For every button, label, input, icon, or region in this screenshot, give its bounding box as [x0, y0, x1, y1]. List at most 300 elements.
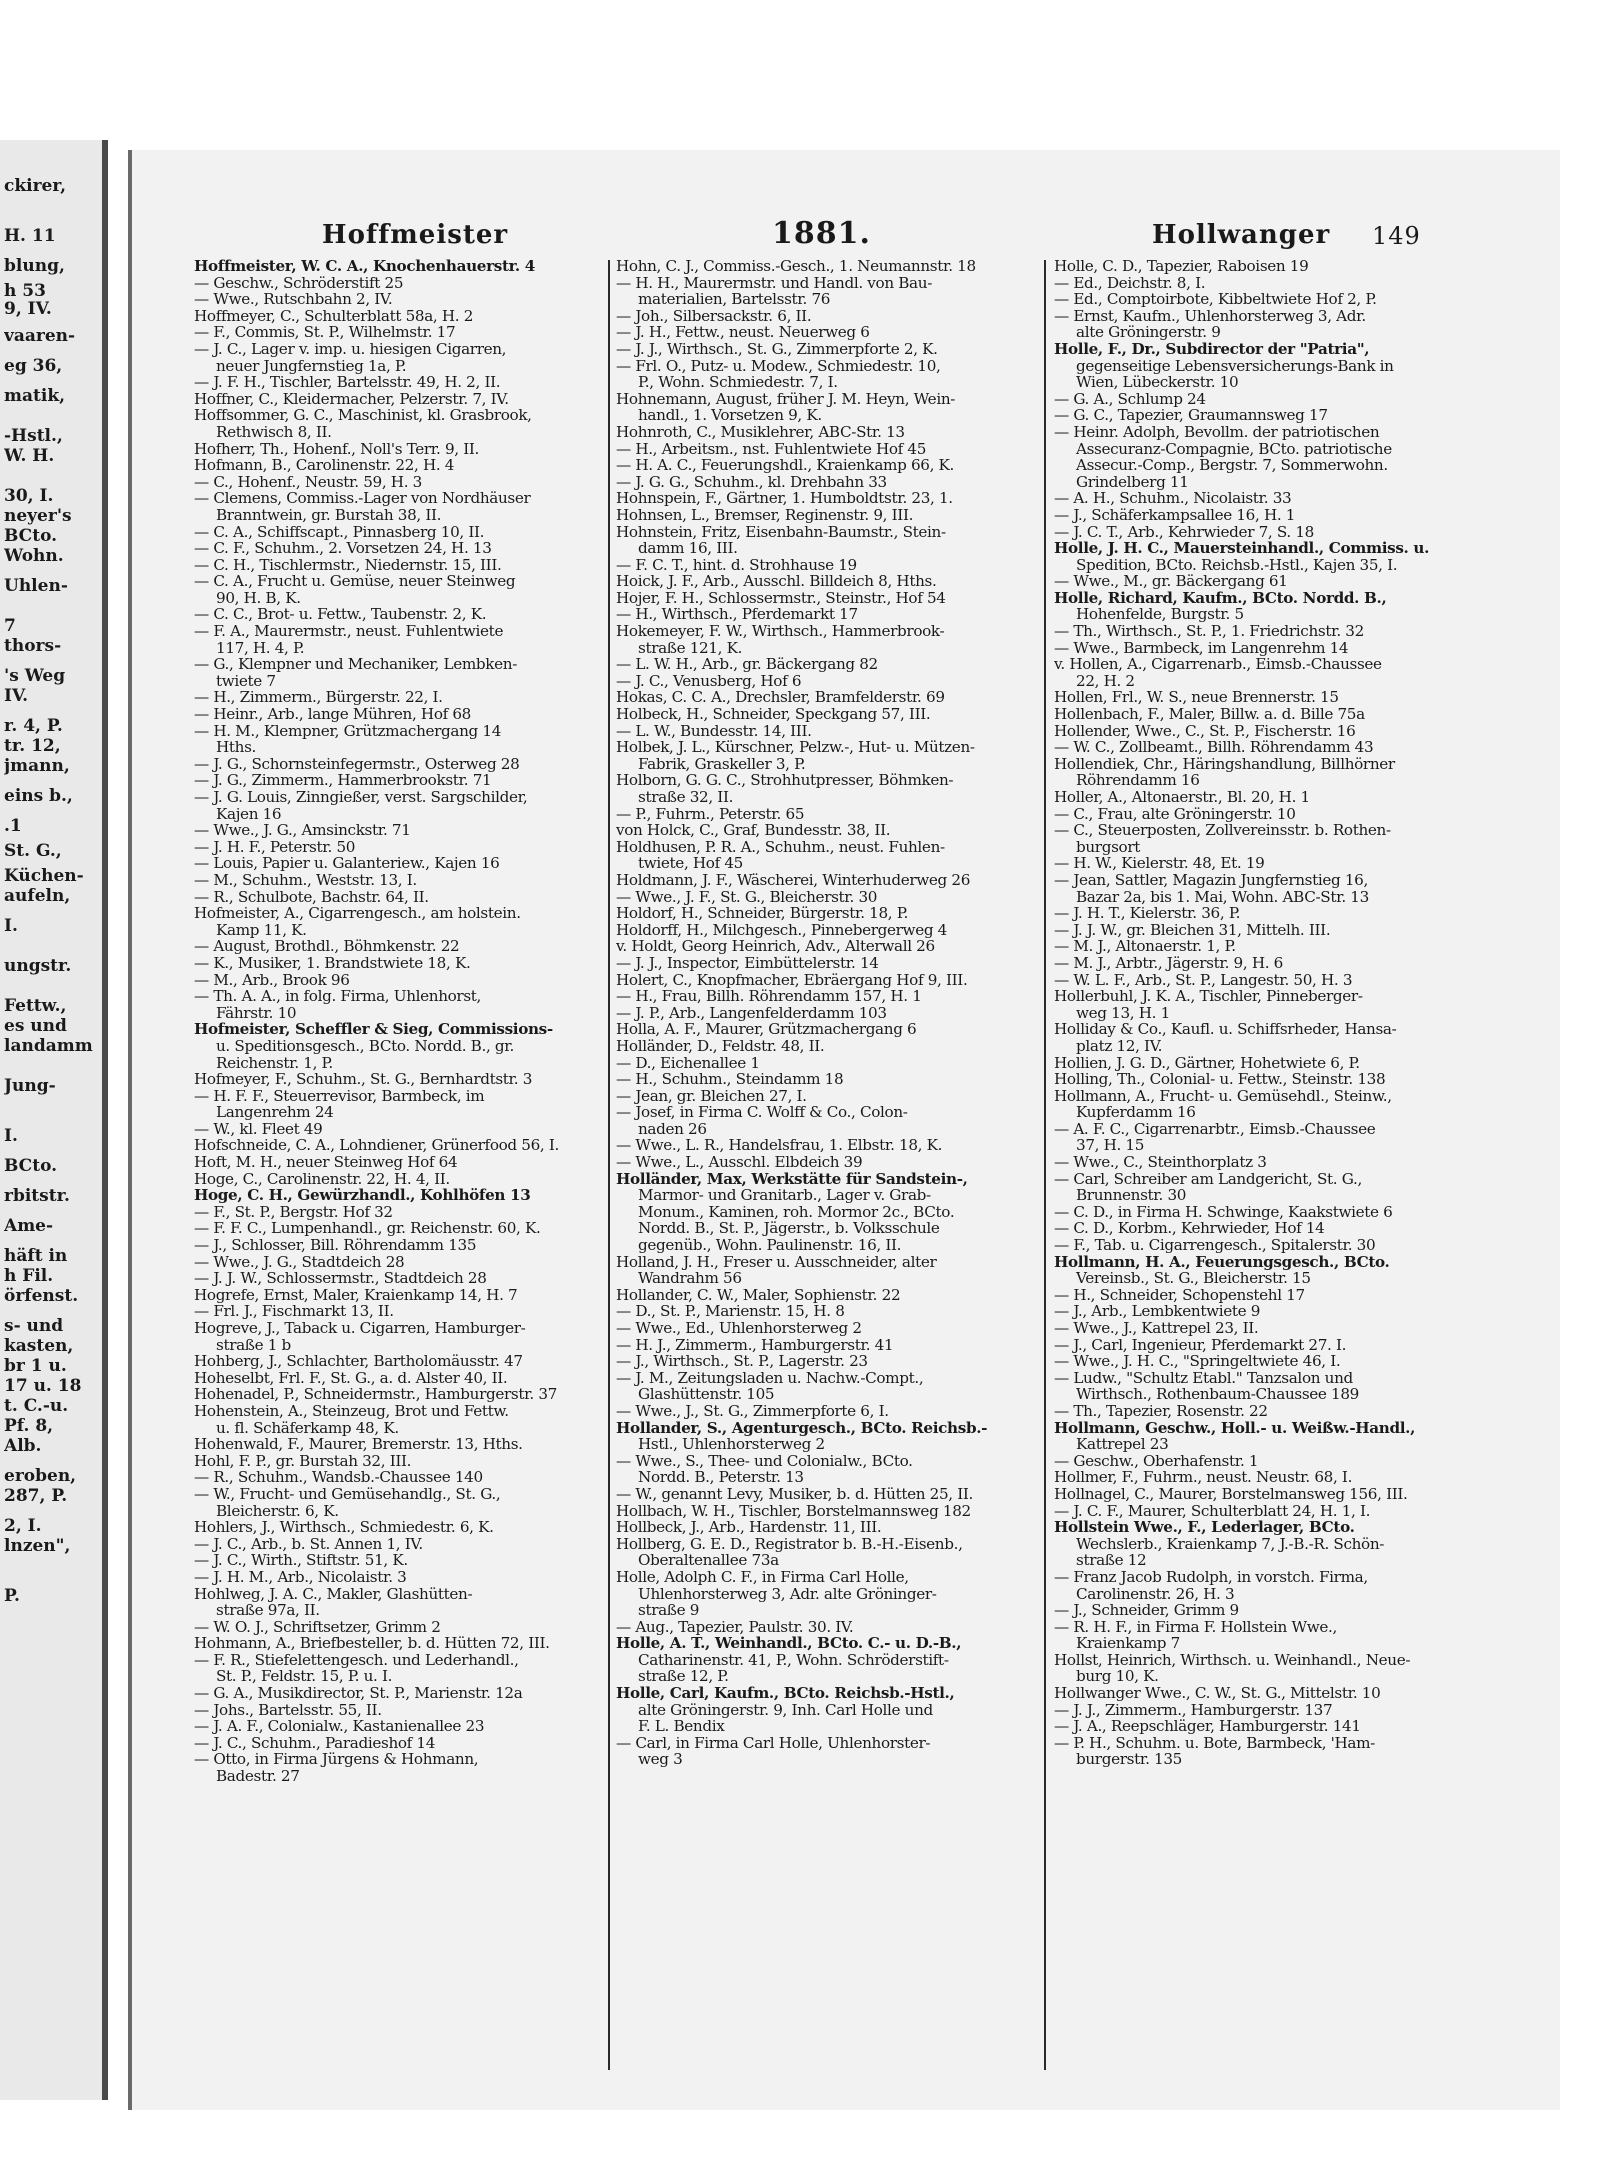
directory-entry: — F., St. P., Bergstr. Hof 32 — [194, 1203, 393, 1221]
directory-entry: — Frl. J., Fischmarkt 13, II. — [194, 1303, 394, 1320]
directory-entry: — J. A., Reepschläger, Hamburgerstr. 141 — [1054, 1718, 1361, 1735]
directory-entry: — H., Frau, Billh. Röhrendamm 157, H. 1 — [616, 988, 922, 1005]
directory-entry: — J. C., Schuhm., Paradieshof 14 — [194, 1734, 436, 1752]
directory-entry: — D., Eichenallee 1 — [616, 1054, 760, 1072]
directory-entry: Hohnemann, August, früher J. M. Heyn, Wein- — [616, 390, 956, 408]
facing-page-text: W. H. — [4, 446, 55, 466]
directory-entry: — J. C., Arb., b. St. Annen 1, IV. — [194, 1535, 423, 1553]
directory-entry: Hohnroth, C., Musiklehrer, ABC-Str. 13 — [616, 423, 905, 441]
directory-entry: damm 16, III. — [638, 540, 738, 557]
directory-entry: — Wwe., Ed., Uhlenhorsterweg 2 — [616, 1320, 862, 1337]
directory-entry: — Heinr. Adolph, Bevollm. der patriotischen — [1054, 423, 1380, 441]
facing-page-text: Alb. — [4, 1436, 42, 1456]
directory-entry: — J. H. M., Arb., Nicolaistr. 3 — [194, 1568, 407, 1586]
directory-entry: — Wwe., J. G., Amsinckstr. 71 — [194, 822, 411, 839]
directory-entry: — Wwe., J. G., Stadtdeich 28 — [194, 1253, 405, 1271]
directory-entry: — Johs., Bartelsstr. 55, II. — [194, 1701, 382, 1719]
facing-page-text: 9, IV. — [4, 299, 52, 319]
directory-entry: Hollst, Heinrich, Wirthsch. u. Weinhandl., Neue- — [1054, 1651, 1411, 1669]
directory-entry: Hofherr, Th., Hohenf., Noll's Terr. 9, II. — [194, 440, 480, 458]
directory-entry: — Wwe., J. F., St. G., Bleicherstr. 30 — [616, 888, 878, 906]
directory-entry: — Heinr., Arb., lange Mühren, Hof 68 — [194, 706, 471, 723]
directory-entry: — Geschw., Schröderstift 25 — [194, 274, 404, 292]
directory-entry: — H., Schuhm., Steindamm 18 — [616, 1071, 844, 1088]
directory-entry: — Frl. O., Putz- u. Modew., Schmiedestr. 10, — [616, 357, 941, 375]
directory-entry: — C., Steuerposten, Zollvereinsstr. b. Rothen- — [1054, 822, 1391, 839]
directory-entry: — F., Commis, St. P., Wilhelmstr. 17 — [194, 324, 456, 341]
directory-entry: straße 1 b — [216, 1336, 291, 1354]
directory-entry: straße 97a, II. — [216, 1602, 320, 1619]
directory-entry: — J. H. T., Kielerstr. 36, P. — [1054, 905, 1241, 922]
directory-entry: Hohl, F. P., gr. Burstah 32, III. — [194, 1452, 412, 1470]
directory-entry: gegenüb., Wohn. Paulinenstr. 16, II. — [638, 1237, 902, 1254]
facing-page-text: 7 — [4, 616, 16, 636]
directory-entry: materialien, Bartelsstr. 76 — [638, 291, 831, 308]
directory-entry: — C. H., Tischlermstr., Niedernstr. 15, III. — [194, 556, 502, 574]
directory-entry: Holle, Richard, Kaufm., BCto. Nordd. B., — [1054, 589, 1387, 607]
directory-entry: Kajen 16 — [216, 805, 282, 823]
directory-entry: — J. G. Louis, Zinngießer, verst. Sargschilder, — [194, 789, 528, 806]
directory-entry: Hohberg, J., Schlachter, Bartholomäusstr. 47 — [194, 1353, 523, 1370]
directory-entry: Hstl., Uhlenhorsterweg 2 — [638, 1436, 825, 1453]
directory-entry: Hollbeck, J., Arb., Hardenstr. 11, III. — [616, 1519, 882, 1536]
directory-entry: Hollien, J. G. D., Gärtner, Hohetwiete 6, P. — [1054, 1054, 1360, 1072]
directory-entry: — C. D., Korbm., Kehrwieder, Hof 14 — [1054, 1220, 1325, 1238]
directory-entry: — Jean, gr. Bleichen 27, I. — [616, 1087, 807, 1105]
directory-entry: Holla, A. F., Maurer, Grützmachergang 6 — [616, 1021, 917, 1038]
directory-entry: Holborn, G. G. C., Strohhutpresser, Böhmken- — [616, 772, 954, 789]
directory-entry: Hollen, Frl., W. S., neue Brennerstr. 15 — [1054, 689, 1339, 707]
directory-entry: Hohnspein, F., Gärtner, 1. Humboldtstr. 23, 1. — [616, 490, 953, 507]
directory-entry: — J. C., Venusberg, Hof 6 — [616, 672, 802, 690]
directory-entry: — J. C., Wirth., Stiftstr. 51, K. — [194, 1552, 408, 1569]
directory-entry: Holle, A. T., Weinhandl., BCto. C.- u. D.-B., — [616, 1635, 962, 1652]
directory-entry: — J. J., Inspector, Eimbüttelerstr. 14 — [616, 954, 879, 972]
directory-entry: Kattrepel 23 — [1076, 1436, 1169, 1453]
directory-entry: — H. H., Maurermstr. und Handl. von Bau- — [616, 274, 932, 292]
directory-entry: — H. M., Klempner, Grützmachergang 14 — [194, 722, 502, 740]
directory-entry: straße 121, K. — [638, 639, 743, 657]
directory-entry: Kupferdamm 16 — [1076, 1104, 1196, 1121]
directory-entry: 90, H. B, K. — [216, 589, 301, 607]
directory-entry: — Carl, Schreiber am Landgericht, St. G., — [1054, 1170, 1362, 1188]
directory-entry: Hokemeyer, F. W., Wirthsch., Hammerbrook- — [616, 623, 945, 640]
facing-page-text: BCto. — [4, 526, 58, 546]
directory-entry: — J. G. G., Schuhm., kl. Drehbahn 33 — [616, 473, 887, 491]
directory-entry: — F. R., Stiefelettengesch. und Lederhandl., — [194, 1651, 519, 1669]
directory-entry: u. fl. Schäferkamp 48, K. — [216, 1419, 399, 1437]
directory-entry: — Wwe., S., Thee- und Colonialw., BCto. — [616, 1452, 913, 1470]
directory-entry: — M., Schuhm., Weststr. 13, I. — [194, 871, 417, 889]
directory-entry: F. L. Bendix — [638, 1718, 725, 1735]
directory-entry: Hths. — [216, 739, 257, 756]
directory-entry: Hollnagel, C., Maurer, Borstelmansweg 156, III. — [1054, 1485, 1408, 1503]
directory-entry: — Joh., Silbersackstr. 6, II. — [616, 307, 812, 325]
directory-entry: — J., Schlosser, Bill. Röhrendamm 135 — [194, 1237, 477, 1254]
directory-entry: — G. A., Schlump 24 — [1054, 390, 1206, 408]
directory-entry: Glashüttenstr. 105 — [638, 1386, 775, 1403]
directory-entry: — J. P., Arb., Langenfelderdamm 103 — [616, 1004, 887, 1022]
facing-page-text: Wohn. — [4, 546, 64, 566]
directory-entry: Hollenbach, F., Maler, Billw. a. d. Bille 75a — [1054, 706, 1365, 723]
directory-entry: Holland, J. H., Freser u. Ausschneider, alter — [616, 1253, 937, 1271]
directory-entry: Fährstr. 10 — [216, 1004, 297, 1022]
directory-entry: twiete, Hof 45 — [638, 855, 743, 872]
directory-entry: Hofmann, B., Carolinenstr. 22, H. 4 — [194, 457, 455, 474]
facing-page-text: eroben, — [4, 1466, 77, 1486]
facing-page-text: vaaren- — [4, 326, 76, 346]
directory-entry: — J. C. F., Maurer, Schulterblatt 24, H. 1, I. — [1054, 1502, 1371, 1520]
directory-entry: Uhlenhorsterweg 3, Adr. alte Gröninger- — [638, 1585, 937, 1603]
directory-entry: Spedition, BCto. Reichsb.-Hstl., Kajen 35, I. — [1076, 556, 1398, 574]
directory-entry: — W., Frucht- und Gemüsehandlg., St. G., — [194, 1485, 501, 1503]
directory-entry: — W. L. F., Arb., St. P., Langestr. 50, H. 3 — [1054, 971, 1353, 989]
directory-entry: Hofmeister, A., Cigarrengesch., am holstein. — [194, 905, 521, 922]
directory-entry: — Wwe., J., Kattrepel 23, II. — [1054, 1320, 1259, 1337]
directory-entry: — J. C., Lager v. imp. u. hiesigen Cigarren, — [194, 340, 507, 358]
directory-entry: — Ed., Deichstr. 8, I. — [1054, 274, 1206, 292]
directory-entry: Nordd. B., Peterstr. 13 — [638, 1469, 804, 1486]
directory-entry: — Ed., Comptoirbote, Kibbeltwiete Hof 2, P. — [1054, 291, 1377, 308]
directory-entry: Kraienkamp 7 — [1076, 1635, 1180, 1652]
directory-entry: — Ernst, Kaufm., Uhlenhorsterweg 3, Adr. — [1054, 307, 1366, 325]
directory-entry: straße 32, II. — [638, 789, 734, 806]
directory-entry: Hollendiek, Chr., Häringshandlung, Billhörner — [1054, 755, 1395, 773]
directory-entry: Wien, Lübeckerstr. 10 — [1076, 374, 1239, 391]
directory-entry: Holle, Carl, Kaufm., BCto. Reichsb.-Hstl., — [616, 1685, 955, 1702]
directory-entry: — W., kl. Fleet 49 — [194, 1120, 323, 1138]
directory-entry: Holländer, Max, Werkstätte für Sandstein-, — [616, 1170, 968, 1188]
directory-entry: — C. D., in Firma H. Schwinge, Kaakstwiete 6 — [1054, 1203, 1393, 1221]
page-number: 149 — [1372, 222, 1421, 250]
header-first-entry: Hoffmeister — [322, 220, 509, 250]
directory-entry: Hohenwald, F., Maurer, Bremerstr. 13, Hths. — [194, 1436, 523, 1453]
directory-entry: Hohnstein, Fritz, Eisenbahn-Baumstr., Stein- — [616, 523, 946, 541]
facing-page-text: Uhlen- — [4, 576, 68, 596]
directory-entry: Hoffmeyer, C., Schulterblatt 58a, H. 2 — [194, 307, 474, 325]
directory-entry: gegenseitige Lebensversicherungs-Bank in — [1076, 357, 1394, 375]
directory-entry: — M., Arb., Brook 96 — [194, 971, 350, 989]
directory-entry: — J. A. F., Colonialw., Kastanienallee 23 — [194, 1718, 485, 1735]
directory-entry: — J., Schneider, Grimm 9 — [1054, 1602, 1239, 1619]
directory-entry: Hogreve, J., Taback u. Cigarren, Hamburger- — [194, 1320, 526, 1337]
directory-entry: Holdhusen, P. R. A., Schuhm., neust. Fuhlen- — [616, 838, 945, 856]
directory-entry: — H. F. F., Steuerrevisor, Barmbeck, im — [194, 1087, 485, 1105]
directory-entry: Hoge, C. H., Gewürzhandl., Kohlhöfen 13 — [194, 1187, 531, 1204]
directory-entry: weg 3 — [638, 1751, 683, 1769]
directory-entry: — Wwe., M., gr. Bäckergang 61 — [1054, 573, 1288, 590]
directory-entry: Hohenfelde, Burgstr. 5 — [1076, 606, 1244, 624]
directory-entry: Hohnsen, L., Bremser, Reginenstr. 9, III. — [616, 506, 914, 524]
directory-entry: — Clemens, Commiss.-Lager von Nordhäuser — [194, 490, 531, 507]
facing-page-text: es und — [4, 1016, 67, 1036]
directory-entry: — C. A., Frucht u. Gemüse, neuer Steinweg — [194, 573, 516, 590]
directory-entry: — J., Carl, Ingenieur, Pferdemarkt 27. I. — [1054, 1336, 1347, 1354]
facing-page-text: Ame- — [4, 1216, 54, 1236]
directory-entry: straße 12 — [1076, 1552, 1147, 1569]
directory-entry: — August, Brothdl., Böhmkenstr. 22 — [194, 938, 460, 955]
directory-entry: — H. A. C., Feuerungshdl., Kraienkamp 66, K. — [616, 457, 954, 474]
directory-entry: Hojer, F. H., Schlossermstr., Steinstr., Hof 54 — [616, 589, 946, 607]
directory-entry: Hogrefe, Ernst, Maler, Kraienkamp 14, H. 7 — [194, 1286, 518, 1304]
directory-entry: — W. C., Zollbeamt., Billh. Röhrendamm 43 — [1054, 739, 1374, 756]
directory-entry: Hoheselbt, Frl. F., St. G., a. d. Alster 40, II. — [194, 1369, 508, 1387]
directory-entry: — C. A., Schiffscapt., Pinnasberg 10, II. — [194, 523, 485, 541]
directory-entry: — J. J. W., Schlossermstr., Stadtdeich 28 — [194, 1270, 487, 1287]
facing-page-text: br 1 u. — [4, 1356, 67, 1376]
directory-entry: — W., genannt Levy, Musiker, b. d. Hütten 25, II. — [616, 1485, 974, 1503]
directory-entry: — Wwe., Rutschbahn 2, IV. — [194, 291, 393, 308]
directory-entry: — Carl, in Firma Carl Holle, Uhlenhorster- — [616, 1734, 931, 1752]
directory-entry: — R. H. F., in Firma F. Hollstein Wwe., — [1054, 1618, 1337, 1636]
directory-entry: — H., Arbeitsm., nst. Fuhlentwiete Hof 45 — [616, 440, 927, 458]
facing-page-text: 2, I. — [4, 1516, 42, 1536]
directory-entry: Hoick, J. F., Arb., Ausschl. Billdeich 8, Hths. — [616, 573, 937, 590]
directory-entry: — C. F., Schuhm., 2. Vorsetzen 24, H. 13 — [194, 540, 492, 557]
facing-page-text: -Hstl., — [4, 426, 63, 446]
directory-entry: — Louis, Papier u. Galanteriew., Kajen 16 — [194, 855, 500, 872]
facing-page-text: neyer's — [4, 506, 72, 526]
directory-entry: — L. W., Bundesstr. 14, III. — [616, 722, 812, 740]
directory-entry: — G. C., Tapezier, Graumannsweg 17 — [1054, 407, 1328, 424]
directory-entry: — J. G., Zimmerm., Hammerbrookstr. 71 — [194, 772, 492, 789]
directory-entry: — F. C. T., hint. d. Strohhause 19 — [616, 556, 857, 574]
facing-page-text: t. C.-u. — [4, 1396, 69, 1416]
directory-entry: — P., Fuhrm., Peterstr. 65 — [616, 805, 805, 823]
directory-entry: weg 13, H. 1 — [1076, 1004, 1170, 1022]
directory-entry: v. Holdt, Georg Heinrich, Adv., Alterwall 26 — [616, 938, 935, 955]
directory-entry: — Wwe., C., Steinthorplatz 3 — [1054, 1154, 1267, 1171]
directory-entry: — H. W., Kielerstr. 48, Et. 19 — [1054, 855, 1265, 872]
directory-entry: — P. H., Schuhm. u. Bote, Barmbeck, 'Ham- — [1054, 1734, 1375, 1752]
facing-page-text: BCto. — [4, 1156, 58, 1176]
directory-column-3 — [1054, 258, 1524, 2078]
directory-entry: — Th., Wirthsch., St. P., 1. Friedrichstr. 32 — [1054, 623, 1364, 640]
directory-entry: Branntwein, gr. Burstah 38, II. — [216, 506, 442, 524]
directory-entry: alte Gröningerstr. 9 — [1076, 324, 1221, 341]
directory-column-2 — [616, 258, 1036, 2078]
directory-entry: — H. J., Zimmerm., Hamburgerstr. 41 — [616, 1336, 894, 1354]
directory-entry: Oberaltenallee 73a — [638, 1552, 779, 1569]
directory-entry: — F. A., Maurermstr., neust. Fuhlentwiete — [194, 623, 504, 640]
directory-entry: Hollberg, G. E. D., Registrator b. B.-H.-Eisenb., — [616, 1535, 963, 1553]
facing-page-text: s- und — [4, 1316, 64, 1336]
directory-entry: — Franz Jacob Rudolph, in vorstch. Firma, — [1054, 1568, 1368, 1586]
directory-entry: Nordd. B., St. P., Jägerstr., b. Volksschule — [638, 1220, 940, 1238]
facing-page-text: kasten, — [4, 1336, 74, 1356]
running-head — [132, 150, 1560, 250]
directory-entry: — J., Wirthsch., St. P., Lagerstr. 23 — [616, 1353, 868, 1370]
directory-entry: — J. M., Zeitungsladen u. Nachw.-Compt., — [616, 1369, 924, 1387]
directory-entry: Hoge, C., Carolinenstr. 22, H. 4, II. — [194, 1170, 450, 1188]
directory-entry: — J. H., Fettw., neust. Neuerweg 6 — [616, 324, 870, 341]
header-year: 1881. — [772, 216, 871, 251]
directory-entry: burg 10, K. — [1076, 1668, 1159, 1686]
facing-page-text: ckirer, — [4, 176, 66, 196]
directory-entry: Hohenstein, A., Steinzeug, Brot und Fettw. — [194, 1402, 509, 1420]
facing-page-text: h 53 — [4, 281, 46, 301]
directory-entry: Hohn, C. J., Commiss.-Gesch., 1. Neumannstr. 18 — [616, 258, 976, 275]
directory-entry: Hollstein Wwe., F., Lederlager, BCto. — [1054, 1519, 1355, 1536]
facing-page-text: matik, — [4, 386, 66, 406]
directory-entry: — F. F. C., Lumpenhandl., gr. Reichenstr. 60, K. — [194, 1220, 541, 1238]
column-divider — [1044, 260, 1046, 2070]
directory-entry: — M. J., Arbtr., Jägerstr. 9, H. 6 — [1054, 954, 1283, 972]
directory-entry: — Wwe., J., St. G., Zimmerpforte 6, I. — [616, 1402, 889, 1420]
directory-entry: Holler, A., Altonaerstr., Bl. 20, H. 1 — [1054, 789, 1310, 806]
facing-page-text: blung, — [4, 256, 65, 276]
directory-entry: 117, H. 4, P. — [216, 639, 305, 657]
directory-entry: — A. H., Schuhm., Nicolaistr. 33 — [1054, 490, 1292, 507]
facing-page-text: 30, I. — [4, 486, 54, 506]
directory-entry: Hollmann, H. A., Feuerungsgesch., BCto. — [1054, 1253, 1390, 1271]
directory-entry: St. P., Feldstr. 15, P. u. I. — [216, 1668, 393, 1686]
facing-page-text: thors- — [4, 636, 62, 656]
directory-entry: Holdorf, H., Schneider, Bürgerstr. 18, P. — [616, 905, 909, 922]
directory-entry: — R., Schulbote, Bachstr. 64, II. — [194, 888, 429, 906]
directory-entry: — Jean, Sattler, Magazin Jungfernstieg 16, — [1054, 871, 1368, 889]
directory-entry: Röhrendamm 16 — [1076, 772, 1200, 789]
directory-entry: Hoffsommer, G. C., Maschinist, kl. Grasbrook, — [194, 407, 532, 424]
directory-entry: Hofmeister, Scheffler & Sieg, Commissions- — [194, 1021, 553, 1038]
directory-entry: Badestr. 27 — [216, 1768, 300, 1785]
directory-entry: Holdorff, H., Milchgesch., Pinnebergerweg 4 — [616, 921, 947, 939]
directory-entry: Hohenadel, P., Schneidermstr., Hamburgerstr. 37 — [194, 1386, 557, 1403]
facing-page-text: landamm — [4, 1036, 93, 1056]
directory-entry: — R., Schuhm., Wandsb.-Chaussee 140 — [194, 1469, 483, 1486]
facing-page-text: 17 u. 18 — [4, 1376, 82, 1396]
directory-entry: — J., Arb., Lembkentwiete 9 — [1054, 1303, 1261, 1320]
directory-entry: Hoffmeister, W. C. A., Knochenhauerstr. 4 — [194, 258, 535, 275]
facing-page-text: r. 4, P. — [4, 716, 63, 736]
directory-entry: Vereinsb., St. G., Bleicherstr. 15 — [1076, 1270, 1311, 1287]
directory-entry: Wandrahm 56 — [638, 1270, 742, 1287]
directory-entry: Hohmann, A., Briefbesteller, b. d. Hütten 72, III. — [194, 1635, 550, 1652]
directory-entry: — Wwe., L., Ausschl. Elbdeich 39 — [616, 1154, 863, 1171]
facing-page-text: St. G., — [4, 841, 62, 861]
directory-entry: Assecuranz-Compagnie, BCto. patriotische — [1076, 440, 1392, 458]
directory-entry: straße 12, P. — [638, 1668, 729, 1686]
facing-page-text: IV. — [4, 686, 29, 706]
directory-entry: Hollender, Wwe., C., St. P., Fischerstr. 16 — [1054, 722, 1356, 740]
directory-entry: — Josef, in Firma C. Wolff & Co., Colon- — [616, 1104, 908, 1121]
directory-entry: — Th. A. A., in folg. Firma, Uhlenhorst, — [194, 988, 482, 1005]
directory-entry: burgsort — [1076, 838, 1140, 856]
directory-entry: — C., Hohenf., Neustr. 59, H. 3 — [194, 473, 422, 491]
directory-page — [128, 150, 1560, 2110]
facing-page-text: P. — [4, 1586, 20, 1606]
facing-page-text: eins b., — [4, 786, 73, 806]
facing-page-text: I. — [4, 916, 18, 936]
directory-entry: Reichenstr. 1, P. — [216, 1054, 333, 1072]
directory-entry: Hollmann, A., Frucht- u. Gemüsehdl., Steinw., — [1054, 1087, 1392, 1105]
facing-page-text: ungstr. — [4, 956, 72, 976]
directory-entry: — D., St. P., Marienstr. 15, H. 8 — [616, 1303, 845, 1320]
directory-entry: Hollander, S., Agenturgesch., BCto. Reichsb.- — [616, 1419, 988, 1437]
directory-entry: Marmor- und Granitarb., Lager v. Grab- — [638, 1187, 931, 1204]
directory-entry: u. Speditionsgesch., BCto. Nordd. B., gr. — [216, 1037, 515, 1055]
directory-entry: Holling, Th., Colonial- u. Fettw., Steinstr. 138 — [1054, 1071, 1386, 1088]
directory-column-1 — [194, 258, 614, 2078]
directory-entry: Holert, C., Knopfmacher, Ebräergang Hof 9, III. — [616, 971, 968, 989]
directory-entry: Hollerbuhl, J. K. A., Tischler, Pinneberger- — [1054, 988, 1363, 1005]
facing-page-text: I. — [4, 1126, 18, 1146]
directory-entry: — J. F. H., Tischler, Bartelsstr. 49, H. 2, II. — [194, 374, 501, 391]
directory-entry: Hollbach, W. H., Tischler, Borstelmannsweg 182 — [616, 1502, 971, 1520]
directory-entry: Monum., Kaminen, roh. Mormor 2c., BCto. — [638, 1203, 955, 1221]
directory-entry: Hofschneide, C. A., Lohndiener, Grünerfood 56, I. — [194, 1137, 559, 1155]
directory-entry: Hollmer, F., Fuhrm., neust. Neustr. 68, I. — [1054, 1469, 1353, 1486]
directory-entry: Hoft, M. H., neuer Steinweg Hof 64 — [194, 1154, 458, 1171]
directory-entry: — A. F. C., Cigarrenarbtr., Eimsb.-Chaussee — [1054, 1120, 1376, 1138]
facing-page-text: H. 11 — [4, 226, 56, 246]
directory-entry: 22, H. 2 — [1076, 672, 1135, 690]
directory-entry: Catharinenstr. 41, P., Wohn. Schröderstift- — [638, 1651, 949, 1669]
facing-page-text: örfenst. — [4, 1286, 79, 1306]
directory-entry: burgerstr. 135 — [1076, 1751, 1182, 1769]
directory-entry: Wirthsch., Rothenbaum-Chaussee 189 — [1076, 1386, 1359, 1403]
directory-entry: Hollander, C. W., Maler, Sophienstr. 22 — [616, 1286, 901, 1304]
directory-entry: Holle, C. D., Tapezier, Raboisen 19 — [1054, 258, 1309, 275]
directory-entry: Brunnenstr. 30 — [1076, 1187, 1187, 1204]
directory-entry: Holbeck, H., Schneider, Speckgang 57, III. — [616, 706, 931, 723]
directory-entry: Holle, Adolph C. F., in Firma Carl Holle, — [616, 1568, 909, 1586]
directory-entry: Hollwanger Wwe., C. W., St. G., Mittelstr. 10 — [1054, 1685, 1381, 1702]
directory-entry: — G. A., Musikdirector, St. P., Marienstr. 12a — [194, 1685, 523, 1702]
directory-entry: Bazar 2a, bis 1. Mai, Wohn. ABC-Str. 13 — [1076, 888, 1369, 906]
facing-page-fragment — [0, 140, 108, 2100]
facing-page-text: jmann, — [4, 756, 70, 776]
facing-page-text: rbitstr. — [4, 1186, 70, 1206]
directory-entry: — J. H. F., Peterstr. 50 — [194, 838, 356, 856]
directory-entry: Wechslerb., Kraienkamp 7, J.-B.-R. Schön- — [1076, 1535, 1385, 1553]
facing-page-text: Jung- — [4, 1076, 56, 1096]
facing-page-text: 287, P. — [4, 1486, 68, 1506]
directory-entry: Fabrik, Graskeller 3, P. — [638, 755, 806, 773]
directory-entry: Langenrehm 24 — [216, 1104, 334, 1121]
directory-entry: Hohlers, J., Wirthsch., Schmiedestr. 6, K. — [194, 1519, 494, 1536]
directory-entry: Hollmann, Geschw., Holl.- u. Weißw.-Handl., — [1054, 1419, 1416, 1437]
directory-entry: — J. C. T., Arb., Kehrwieder 7, S. 18 — [1054, 523, 1314, 541]
directory-entry: — C. C., Brot- u. Fettw., Taubenstr. 2, K. — [194, 606, 487, 624]
directory-entry: naden 26 — [638, 1120, 707, 1138]
directory-entry: — J., Schäferkampsallee 16, H. 1 — [1054, 506, 1296, 524]
directory-entry: — M. J., Altonaerstr. 1, P. — [1054, 938, 1236, 955]
directory-entry: von Holck, C., Graf, Bundesstr. 38, II. — [616, 822, 891, 839]
facing-page-text: Küchen- — [4, 866, 84, 886]
directory-entry: — H., Wirthsch., Pferdemarkt 17 — [616, 606, 858, 624]
directory-entry: Hoffner, C., Kleidermacher, Pelzerstr. 7, IV. — [194, 390, 509, 408]
directory-entry: — L. W. H., Arb., gr. Bäckergang 82 — [616, 656, 878, 673]
directory-entry: — Ludw., "Schultz Etabl." Tanzsalon und — [1054, 1369, 1353, 1387]
directory-entry: — Wwe., J. H. C., "Springeltwiete 46, I. — [1054, 1353, 1341, 1370]
directory-entry: — W. O. J., Schriftsetzer, Grimm 2 — [194, 1618, 441, 1636]
directory-entry: Carolinenstr. 26, H. 3 — [1076, 1585, 1235, 1603]
directory-entry: twiete 7 — [216, 672, 276, 690]
directory-entry: Kamp 11, K. — [216, 921, 307, 939]
directory-entry: Rethwisch 8, II. — [216, 423, 332, 441]
directory-entry: P., Wohn. Schmiedestr. 7, I. — [638, 374, 838, 391]
directory-entry: Holbek, J. L., Kürschner, Pelzw.-, Hut- u. Mützen- — [616, 739, 975, 756]
facing-page-text: Pf. 8, — [4, 1416, 54, 1436]
directory-entry: — Th., Tapezier, Rosenstr. 22 — [1054, 1402, 1268, 1420]
facing-page-text: häft in — [4, 1246, 68, 1266]
directory-entry: alte Gröningerstr. 9, Inh. Carl Holle und — [638, 1701, 933, 1719]
facing-page-text: aufeln, — [4, 886, 71, 906]
directory-entry: 37, H. 15 — [1076, 1137, 1145, 1155]
header-last-entry: Hollwanger — [1152, 220, 1331, 250]
directory-entry: — Geschw., Oberhafenstr. 1 — [1054, 1452, 1259, 1470]
